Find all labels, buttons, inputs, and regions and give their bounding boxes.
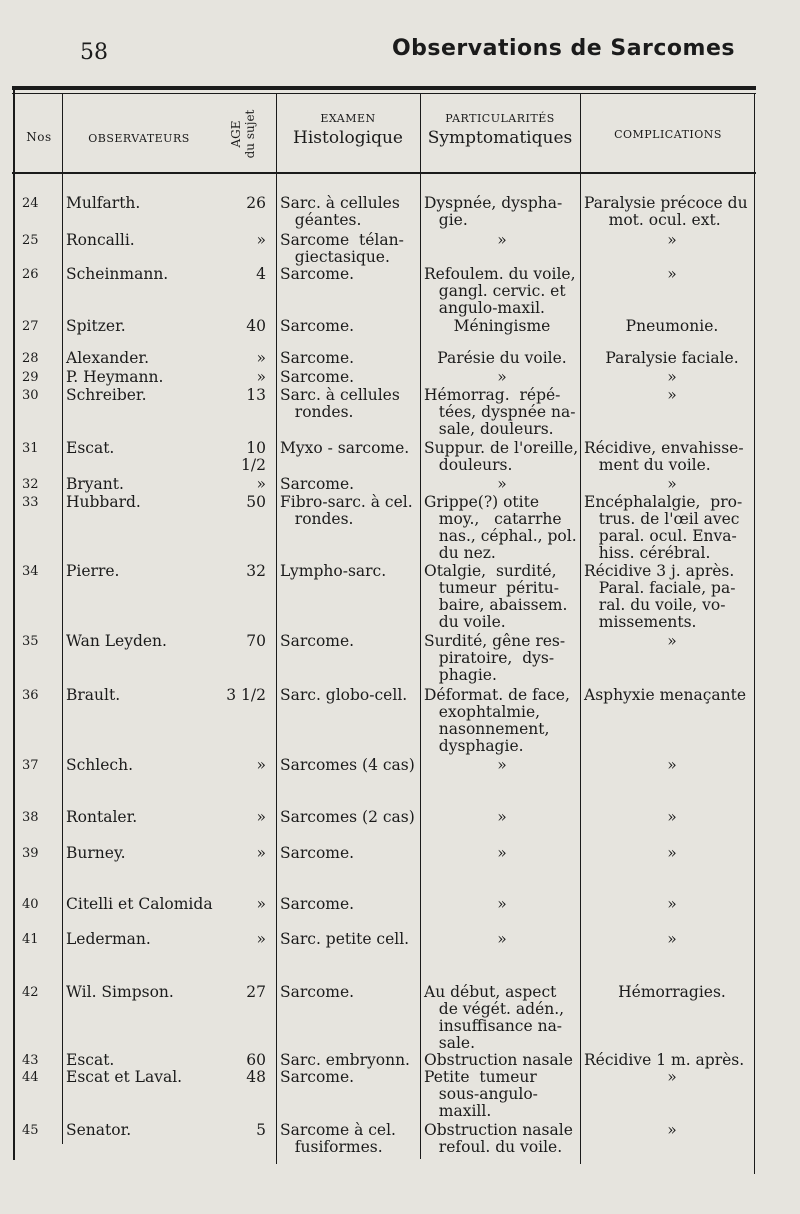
row-examen: Sarcomes (4 cas) xyxy=(280,756,415,774)
row-observateur: Hubbard. xyxy=(66,493,141,511)
row-complications: » xyxy=(667,844,677,862)
row-symptomes: » xyxy=(497,895,507,913)
row-symptomes: Surdité, gêne res- piratoire, dys- phagie. xyxy=(424,632,566,684)
row-number: 43 xyxy=(22,1053,39,1068)
row-symptomes: Obstruction nasale refoul. du voile. xyxy=(424,1121,573,1156)
row-complications: Pneumonie. xyxy=(625,317,719,335)
row-symptomes: Petite tumeur sous-angulo- maxill. xyxy=(424,1068,538,1120)
row-observateur: Burney. xyxy=(66,844,126,862)
row-symptomes: » xyxy=(497,930,507,948)
row-age: 40 xyxy=(246,317,266,335)
row-examen: Sarcome télan- giectasique. xyxy=(280,231,404,266)
row-observateur: Brault. xyxy=(66,686,121,704)
page-number: 58 xyxy=(80,40,108,65)
row-symptomes: Dyspnée, dyspha- gie. xyxy=(424,194,563,229)
row-symptomes: Parésie du voile. xyxy=(437,349,567,367)
row-symptomes: Refoulem. du voile, gangl. cervic. et angulo-maxil. xyxy=(424,265,576,317)
row-examen: Sarc. globo-cell. xyxy=(280,686,408,704)
row-observateur: Mulfarth. xyxy=(66,194,141,212)
row-number: 44 xyxy=(22,1070,39,1085)
row-examen: Sarc. à cellules rondes. xyxy=(280,386,400,421)
row-number: 27 xyxy=(22,319,39,334)
row-number: 26 xyxy=(22,267,39,282)
row-complications: » xyxy=(667,930,677,948)
row-complications: » xyxy=(667,368,677,386)
row-number: 38 xyxy=(22,810,39,825)
row-symptomes: Grippe(?) otite moy., catarrhe nas., céphal., pol. du nez. xyxy=(424,493,577,562)
row-examen: Sarcome. xyxy=(280,349,355,367)
row-symptomes: » xyxy=(497,231,507,249)
row-observateur: Escat et Laval. xyxy=(66,1068,183,1086)
row-observateur: Wil. Simpson. xyxy=(66,983,174,1001)
row-number: 24 xyxy=(22,196,39,211)
row-observateur: Schlech. xyxy=(66,756,134,774)
row-examen: Sarcome. xyxy=(280,895,355,913)
row-complications: » xyxy=(667,632,677,650)
row-complications: » xyxy=(667,1121,677,1139)
row-number: 30 xyxy=(22,388,39,403)
row-number: 40 xyxy=(22,897,39,912)
header-complications-label: COMPLICATIONS xyxy=(614,128,722,141)
row-number: 37 xyxy=(22,758,39,773)
header-observateurs xyxy=(64,132,214,145)
row-symptomes: Méningisme xyxy=(453,317,551,335)
row-examen: Sarcome. xyxy=(280,475,355,493)
row-examen: Myxo - sarcome. xyxy=(280,439,410,457)
header-particularites-bottom: Symptomatiques xyxy=(427,128,573,149)
row-complications: Paralysie précoce du mot. ocul. ext. xyxy=(584,194,748,229)
header-examen-bottom: Histologique xyxy=(293,128,403,149)
row-number: 45 xyxy=(22,1123,39,1138)
row-observateur: Escat. xyxy=(66,439,115,457)
page-title: Observations de Sarcomes xyxy=(391,36,735,61)
row-examen: Sarcome. xyxy=(280,983,355,1001)
row-symptomes: » xyxy=(497,368,507,386)
row-complications: Récidive 3 j. après. Paral. faciale, pa- ral. du voile, vo- missements. xyxy=(584,562,736,631)
header-examen-top: EXAMEN xyxy=(320,112,376,125)
row-age: 26 xyxy=(246,194,266,212)
row-symptomes: Suppur. de l'oreille, douleurs. xyxy=(424,439,579,474)
row-age: 60 xyxy=(246,1051,266,1069)
row-observateur: Bryant. xyxy=(66,475,124,493)
header-age xyxy=(218,104,270,166)
row-complications: » xyxy=(667,756,677,774)
row-symptomes: Hémorrag. répé- tées, dyspnée na- sale, douleurs. xyxy=(424,386,576,438)
row-examen: Sarcome à cel. fusiformes. xyxy=(280,1121,396,1156)
row-complications: Récidive 1 m. après. xyxy=(584,1051,745,1069)
row-number: 29 xyxy=(22,370,39,385)
row-observateur: Schreiber. xyxy=(66,386,147,404)
row-number: 33 xyxy=(22,495,39,510)
header-observateurs-label: OBSERVATEURS xyxy=(88,132,190,145)
row-complications: Asphyxie menaçante xyxy=(584,686,747,704)
row-age: 3 1/2 xyxy=(226,686,266,704)
row-complications: Hémorragies. xyxy=(618,983,726,1001)
row-age: » xyxy=(256,756,266,774)
row-age: 10 1/2 xyxy=(241,439,266,474)
row-observateur: P. Heymann. xyxy=(66,368,164,386)
row-examen: Sarcome. xyxy=(280,265,355,283)
column-rule xyxy=(276,94,277,1164)
row-number: 36 xyxy=(22,688,39,703)
row-number: 42 xyxy=(22,985,39,1000)
row-age: » xyxy=(256,808,266,826)
row-complications: Encéphalalgie, pro- trus. de l'œil avec paral. ocul. Enva- hiss. cérébral. xyxy=(584,493,743,562)
row-number: 28 xyxy=(22,351,39,366)
row-age: 70 xyxy=(246,632,266,650)
row-observateur: Pierre. xyxy=(66,562,120,580)
row-observateur: Wan Leyden. xyxy=(66,632,167,650)
row-complications: Paralysie faciale. xyxy=(605,349,739,367)
row-age: » xyxy=(256,844,266,862)
row-number: 25 xyxy=(22,233,39,248)
left-margin-rule xyxy=(13,90,15,1160)
row-age: 5 xyxy=(256,1121,266,1139)
row-examen: Fibro-sarc. à cel. rondes. xyxy=(280,493,413,528)
row-observateur: Escat. xyxy=(66,1051,115,1069)
row-examen: Sarcome. xyxy=(280,1068,355,1086)
row-examen: Sarc. à cellules géantes. xyxy=(280,194,400,229)
row-age: 27 xyxy=(246,983,266,1001)
row-number: 35 xyxy=(22,634,39,649)
header-complications xyxy=(582,128,754,141)
row-symptomes: » xyxy=(497,756,507,774)
row-complications: » xyxy=(667,1068,677,1086)
row-complications: » xyxy=(667,895,677,913)
column-rule xyxy=(62,94,63,1144)
header-examen xyxy=(278,112,418,149)
row-age: » xyxy=(256,895,266,913)
row-number: 39 xyxy=(22,846,39,861)
row-symptomes: Otalgie, surdité, tumeur péritu- baire, abaissem. du voile. xyxy=(424,562,568,631)
header-age-label: AGE du sujet xyxy=(229,109,257,159)
row-complications: » xyxy=(667,475,677,493)
row-examen: Sarcome. xyxy=(280,844,355,862)
row-age: » xyxy=(256,930,266,948)
row-age: 4 xyxy=(256,265,266,283)
row-symptomes: » xyxy=(497,475,507,493)
row-age: » xyxy=(256,368,266,386)
row-age: » xyxy=(256,475,266,493)
row-symptomes: » xyxy=(497,808,507,826)
column-rule xyxy=(580,94,581,1164)
row-complications: » xyxy=(667,231,677,249)
row-number: 31 xyxy=(22,441,39,456)
row-examen: Sarcome. xyxy=(280,317,355,335)
row-observateur: Spitzer. xyxy=(66,317,126,335)
row-number: 41 xyxy=(22,932,39,947)
table-top-rule-thin xyxy=(12,93,756,94)
row-examen: Lympho-sarc. xyxy=(280,562,387,580)
row-complications: » xyxy=(667,265,677,283)
table-top-rule xyxy=(12,86,756,90)
row-observateur: Lederman. xyxy=(66,930,151,948)
header-num xyxy=(18,130,60,144)
row-age: » xyxy=(256,349,266,367)
row-number: 34 xyxy=(22,564,39,579)
header-num-label: Nos xyxy=(26,130,52,144)
row-examen: Sarc. petite cell. xyxy=(280,930,410,948)
row-age: 32 xyxy=(246,562,266,580)
row-age: » xyxy=(256,231,266,249)
header-particularites-top: PARTICULARITÉS xyxy=(445,112,555,125)
column-rule xyxy=(420,94,421,1159)
row-examen: Sarcome. xyxy=(280,632,355,650)
row-symptomes: Au début, aspect de végét. adén., insuffisance na- sale. xyxy=(424,983,565,1052)
row-observateur: Scheinmann. xyxy=(66,265,169,283)
row-observateur: Rontaler. xyxy=(66,808,138,826)
row-examen: Sarc. embryonn. xyxy=(280,1051,410,1069)
header-bottom-rule xyxy=(12,172,756,174)
row-age: 50 xyxy=(246,493,266,511)
row-age: 13 xyxy=(246,386,266,404)
row-examen: Sarcomes (2 cas) xyxy=(280,808,415,826)
row-observateur: Alexander. xyxy=(66,349,150,367)
row-symptomes: » xyxy=(497,844,507,862)
row-complications: » xyxy=(667,386,677,404)
row-symptomes: Déformat. de face, exophtalmie, nasonnement, dysphagie. xyxy=(424,686,570,755)
row-observateur: Citelli et Calomida xyxy=(66,895,213,913)
row-observateur: Roncalli. xyxy=(66,231,135,249)
row-symptomes: Obstruction nasale xyxy=(424,1051,573,1069)
row-complications: » xyxy=(667,808,677,826)
row-age: 48 xyxy=(246,1068,266,1086)
row-observateur: Senator. xyxy=(66,1121,132,1139)
row-examen: Sarcome. xyxy=(280,368,355,386)
row-number: 32 xyxy=(22,477,39,492)
header-particularites xyxy=(422,112,578,149)
row-complications: Récidive, envahisse- ment du voile. xyxy=(584,439,744,474)
